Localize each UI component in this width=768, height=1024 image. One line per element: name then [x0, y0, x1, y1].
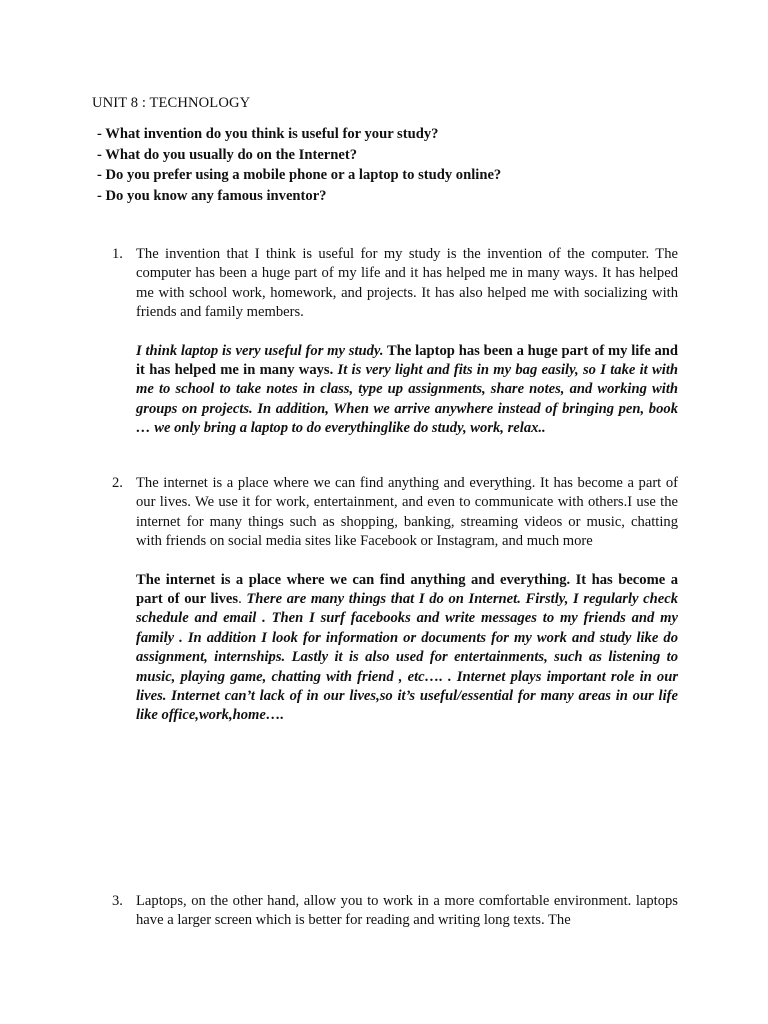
answer-bold-lead: The internet is a place where we can find anything and everything. It has become a part of our lives — [136, 571, 678, 608]
item-paragraph: The internet is a place where we can find anything and everything. It has become a part of our lives. We use it for work, entertainment, and even to communicate with others.I use the internet for many things such as shopping, banking, streaming videos or music, chatting with friends on social media sites like Facebook or Instagram, and much more — [136, 475, 678, 550]
question-item: - Do you prefer using a mobile phone or a laptop to study online? — [97, 167, 502, 183]
answer-separator: . — [238, 591, 247, 608]
item-number: 2. — [112, 475, 123, 491]
answer-item-3 — [112, 892, 678, 931]
question-item: - Do you know any famous inventor? — [97, 187, 327, 204]
item-answer — [136, 342, 678, 439]
question-item: - What do you usually do on the Internet? — [97, 146, 358, 163]
item-paragraph: The invention that I think is useful for my study is the invention of the computer. The computer has been a huge part of my life and it has helped me in many ways. It has helped me with school work, homework, and projects. It has also helped me with socializing with friends and family members. — [136, 246, 678, 321]
item-number: 1. — [112, 246, 123, 262]
item-answer — [136, 571, 678, 726]
question-list — [97, 124, 501, 206]
item-body — [136, 892, 678, 931]
answer-bold-text: The laptop has been a huge part of my life and it has helped me in many ways. — [136, 342, 678, 379]
answer-item-1 — [112, 245, 678, 439]
document-title: UNIT 8 : TECHNOLOGY — [92, 95, 251, 111]
answer-italic-lead: I think laptop is very useful for my study. — [136, 342, 384, 359]
answer-italic-text: It is very light and fits in my bag easily, so I take it with me to school to take notes in class, type up assignments, share notes, and working with groups on projects. In addition, When we arrive anywhere instead of bringing pen, book … we only bring a laptop to do everythinglike do study, work, relax.. — [136, 362, 678, 437]
question-item: - What invention do you think is useful for your study? — [97, 126, 439, 142]
item-number: 3. — [112, 893, 123, 909]
answer-italic-text: There are many things that I do on Internet. Firstly, I regularly check schedule and email . Then I surf facebooks and write messages to my friends and my family . In addition I look for information or documents for my work and study like do assignment, internships. Lastly it is also used for entertainments, such as listening to music, playing game, chatting with friend , etc…. . Internet plays important role in our lives. Internet can’t lack of in our lives,so it’s useful/essential for many areas in our life like office,work,home…. — [136, 591, 678, 724]
answer-item-2 — [112, 474, 678, 726]
item-body — [136, 474, 678, 726]
item-paragraph: Laptops, on the other hand, allow you to work in a more comfortable environment. laptops have a larger screen which is better for reading and writing long texts. The — [136, 893, 678, 929]
item-body — [136, 245, 678, 439]
